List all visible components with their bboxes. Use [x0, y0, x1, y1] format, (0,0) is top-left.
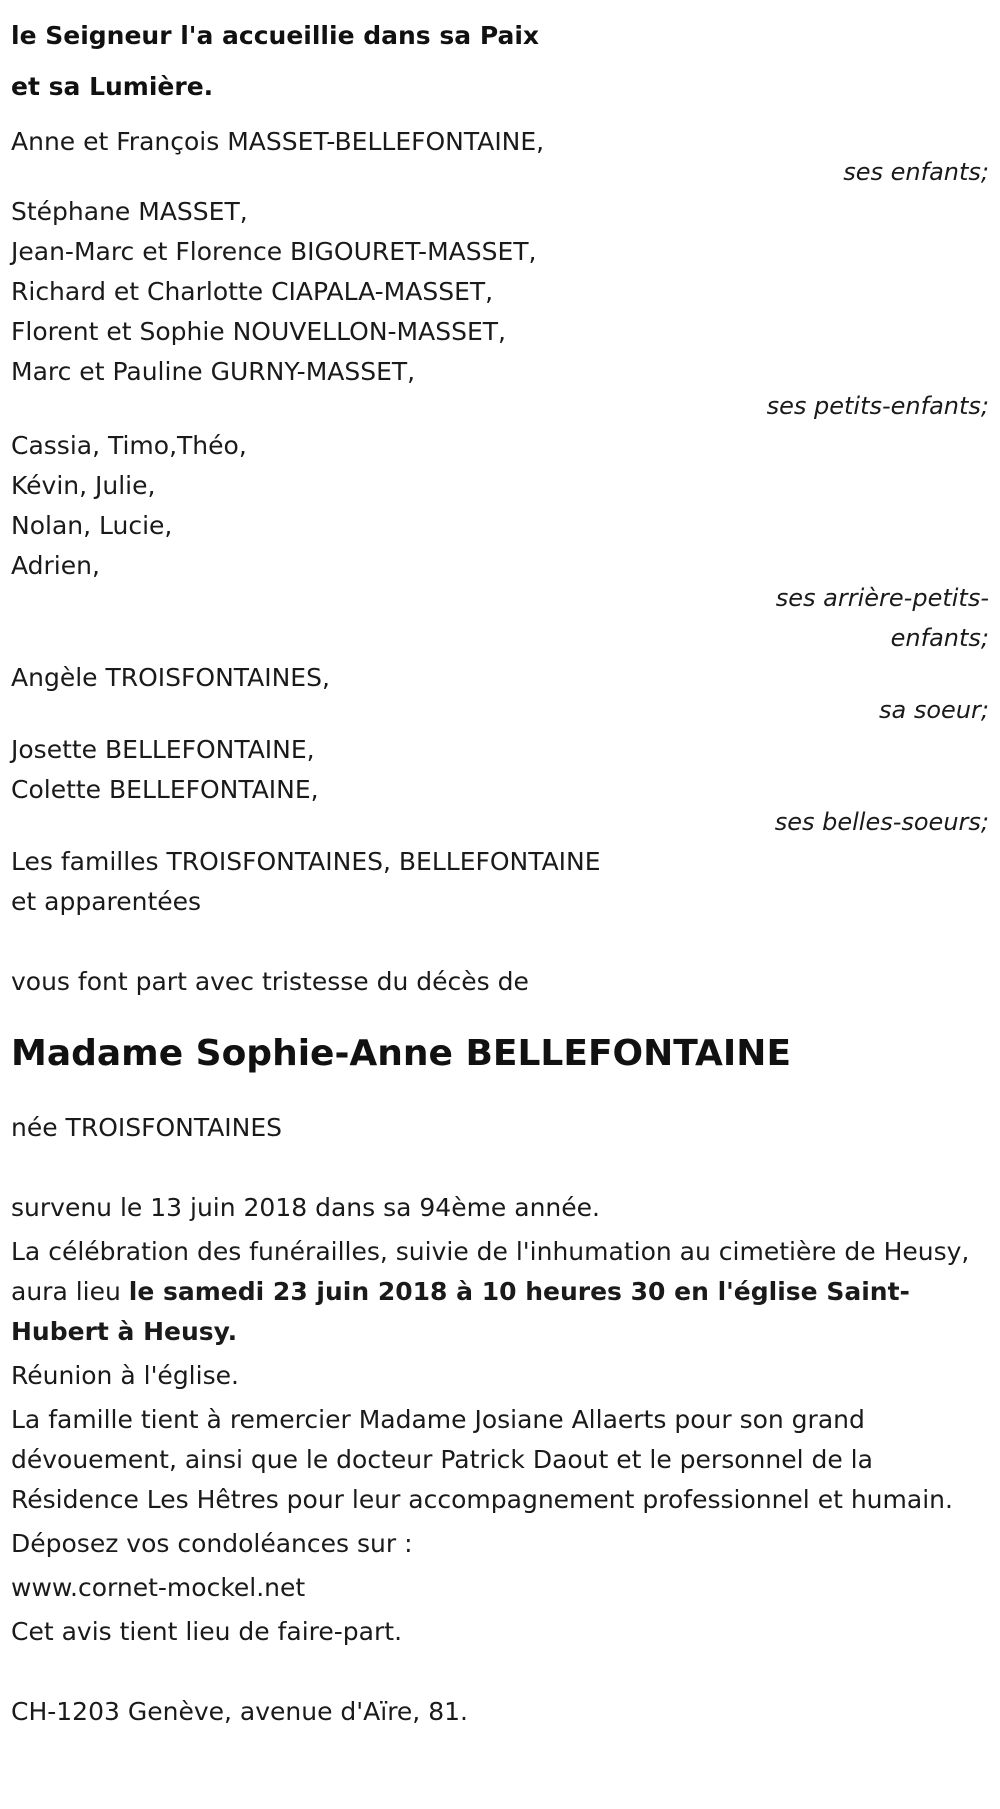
maiden-name: née TROISFONTAINES — [11, 1113, 283, 1142]
name-line: Nolan, Lucie, — [11, 511, 173, 540]
name-line: Cassia, Timo,Théo, — [11, 431, 247, 460]
families-line-2: et apparentées — [11, 887, 202, 916]
name-line: Marc et Pauline GURNY-MASSET, — [11, 357, 416, 386]
announcement-text: vous font part avec tristesse du décès de — [11, 967, 529, 996]
family-group-sisters-in-law — [11, 730, 989, 842]
families-line-1: Les familles TROISFONTAINES, BELLEFONTAINE — [11, 847, 601, 876]
names-great-grandchildren — [11, 426, 989, 586]
name-line: Angèle TROISFONTAINES, — [11, 663, 330, 692]
family-group-sister — [11, 658, 989, 730]
relation-line: ses arrière-petits- — [775, 584, 989, 612]
thanks-text: La famille tient à remercier Madame Josiane Allaerts pour son grand dévouement, ainsi que le docteur Patrick Daout et le personnel de la Résidence Les Hêtres pour leur accompagnement professionnel et humain. — [11, 1405, 953, 1514]
names-sisters-in-law — [11, 730, 989, 810]
funeral-text — [11, 1232, 989, 1352]
name-line: Richard et Charlotte CIAPALA-MASSET, — [11, 277, 494, 306]
name-line: Adrien, — [11, 551, 100, 580]
relation-line: enfants; — [890, 624, 989, 652]
notice-text: Cet avis tient lieu de faire-part. — [11, 1617, 403, 1646]
death-date-text: survenu le 13 juin 2018 dans sa 94ème année. — [11, 1193, 600, 1222]
deceased-name: Madame Sophie-Anne BELLEFONTAINE — [11, 1033, 792, 1074]
name-line: Jean-Marc et Florence BIGOURET-MASSET, — [11, 237, 537, 266]
families-line — [11, 842, 989, 922]
intro-line-2: et sa Lumière. — [11, 72, 214, 101]
funeral-intro: La célébration des funérailles, suivie de l'inhumation au cimetière de Heusy, aura lieu — [11, 1237, 970, 1306]
name-line: Florent et Sophie NOUVELLON-MASSET, — [11, 317, 506, 346]
name-line: Josette BELLEFONTAINE, — [11, 735, 315, 764]
relation-sisters-in-law: ses belles-soeurs; — [774, 808, 989, 836]
meeting-text: Réunion à l'église. — [11, 1361, 239, 1390]
relation-grandchildren: ses petits-enfants; — [766, 392, 989, 420]
condolences-link[interactable]: www.cornet-mockel.net — [11, 1573, 306, 1602]
relation-children: ses enfants; — [843, 158, 989, 186]
name-line: Colette BELLEFONTAINE, — [11, 775, 319, 804]
names-grandchildren — [11, 192, 989, 392]
family-group-children — [11, 122, 989, 192]
name-line: Stéphane MASSET, — [11, 197, 248, 226]
name-line: Anne et François MASSET-BELLEFONTAINE, — [11, 127, 545, 156]
intro-text — [11, 0, 989, 112]
relation-sister: sa soeur; — [879, 696, 989, 724]
name-line: Kévin, Julie, — [11, 471, 156, 500]
relation-great-grandchildren — [749, 578, 989, 658]
funeral-date-location: le samedi 23 juin 2018 à 10 heures 30 en l'église Saint-Hubert à Heusy. — [11, 1277, 910, 1346]
obituary-notice — [11, 0, 989, 1732]
intro-line-1: le Seigneur l'a accueillie dans sa Paix — [11, 21, 540, 50]
family-group-grandchildren — [11, 192, 989, 426]
condolences-text: Déposez vos condoléances sur : — [11, 1529, 413, 1558]
family-group-great-grandchildren — [11, 426, 989, 658]
address-text: CH-1203 Genève, avenue d'Aïre, 81. — [11, 1697, 468, 1726]
